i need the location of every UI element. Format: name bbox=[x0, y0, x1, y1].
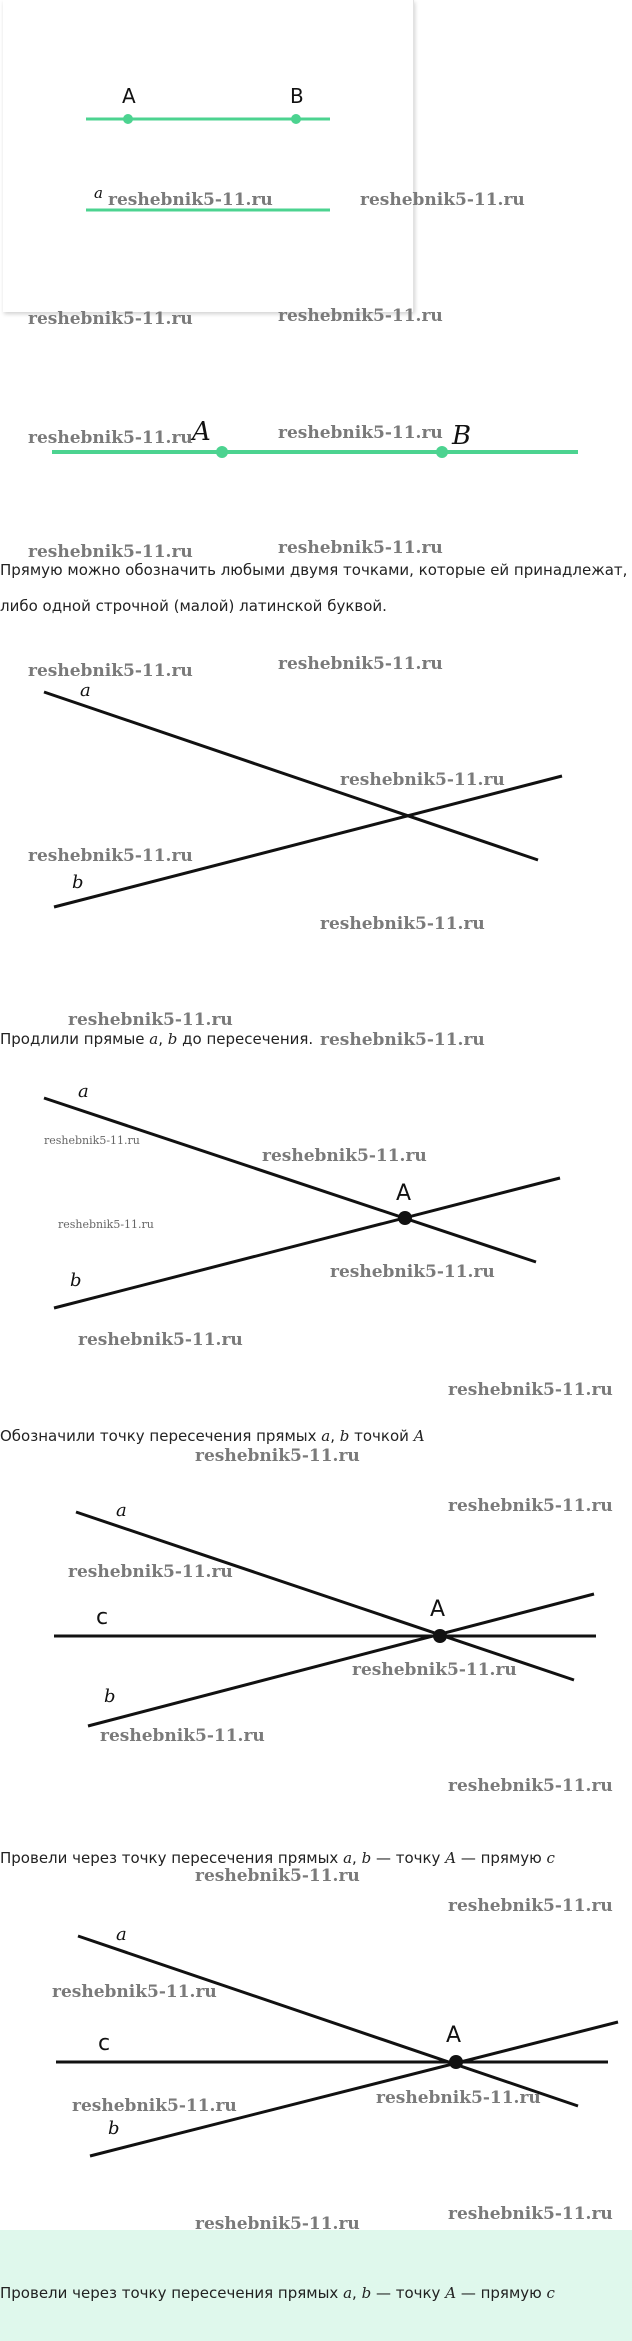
watermark: reshebnik5-11.ru bbox=[195, 2214, 360, 2234]
watermark: reshebnik5-11.ru bbox=[58, 1218, 154, 1231]
watermark: reshebnik5-11.ru bbox=[448, 1896, 613, 1916]
point-a bbox=[398, 1211, 412, 1225]
watermark: reshebnik5-11.ru bbox=[448, 1776, 613, 1796]
label-point-b: B bbox=[452, 421, 472, 451]
paragraph-extended: Продлили прямые a, b до пересечения. bbox=[0, 1030, 314, 1048]
watermark: reshebnik5-11.ru bbox=[448, 2204, 613, 2224]
figure-three-lines-final bbox=[0, 1910, 632, 2170]
watermark: reshebnik5-11.ru bbox=[28, 542, 193, 562]
paragraph-line-c: Провели через точку пересечения прямых a, b — точку A — прямую c bbox=[0, 1849, 555, 1867]
watermark: reshebnik5-11.ru bbox=[44, 1134, 140, 1147]
point-b bbox=[291, 114, 301, 124]
figure-lines-a-b bbox=[0, 660, 632, 920]
label-point-a: A bbox=[446, 2023, 462, 2048]
watermark: reshebnik5-11.ru bbox=[195, 1446, 360, 1466]
label-point-a: A bbox=[396, 1181, 412, 1206]
watermark: reshebnik5-11.ru bbox=[108, 190, 273, 210]
watermark: reshebnik5-11.ru bbox=[100, 1726, 265, 1746]
watermark: reshebnik5-11.ru bbox=[28, 428, 193, 448]
watermark: reshebnik5-11.ru bbox=[278, 306, 443, 326]
watermark: reshebnik5-11.ru bbox=[278, 654, 443, 674]
point-a bbox=[123, 114, 133, 124]
label-point-b: B bbox=[290, 84, 304, 108]
watermark: reshebnik5-11.ru bbox=[278, 538, 443, 558]
line-a bbox=[44, 1098, 536, 1262]
paragraph-labeled: Обозначили точку пересечения прямых a, b точкой A bbox=[0, 1427, 425, 1445]
paragraph-line-c-final: Провели через точку пересечения прямых a, b — точку A — прямую c bbox=[0, 2284, 555, 2302]
watermark: reshebnik5-11.ru bbox=[340, 770, 505, 790]
point-b bbox=[436, 446, 448, 458]
label-line-b: b bbox=[70, 1270, 82, 1291]
figure-segments-ab bbox=[0, 0, 632, 312]
watermark: reshebnik5-11.ru bbox=[330, 1262, 495, 1282]
label-line-a: a bbox=[116, 1924, 127, 1945]
watermark: reshebnik5-11.ru bbox=[28, 661, 193, 681]
line-a bbox=[76, 1512, 574, 1680]
label-line-b: b bbox=[104, 1686, 116, 1707]
watermark: reshebnik5-11.ru bbox=[320, 914, 485, 934]
watermark: reshebnik5-11.ru bbox=[262, 1146, 427, 1166]
watermark: reshebnik5-11.ru bbox=[278, 423, 443, 443]
watermark: reshebnik5-11.ru bbox=[52, 1982, 217, 2002]
watermark: reshebnik5-11.ru bbox=[68, 1010, 233, 1030]
label-line-a: a bbox=[78, 1081, 89, 1102]
watermark: reshebnik5-11.ru bbox=[72, 2096, 237, 2116]
watermark: reshebnik5-11.ru bbox=[320, 1030, 485, 1050]
watermark: reshebnik5-11.ru bbox=[352, 1660, 517, 1680]
watermark: reshebnik5-11.ru bbox=[448, 1496, 613, 1516]
watermark: reshebnik5-11.ru bbox=[448, 1380, 613, 1400]
watermark: reshebnik5-11.ru bbox=[68, 1562, 233, 1582]
label-line-a: a bbox=[80, 680, 91, 701]
label-point-a: A bbox=[122, 84, 136, 108]
point-a bbox=[449, 2055, 463, 2069]
label-line-b: b bbox=[108, 2118, 120, 2139]
paragraph-line: Прямую можно обозначить любыми двумя точками, которые ей принадлежат, bbox=[0, 561, 628, 579]
watermark: reshebnik5-11.ru bbox=[78, 1330, 243, 1350]
watermark: reshebnik5-11.ru bbox=[376, 2088, 541, 2108]
watermark: reshebnik5-11.ru bbox=[360, 190, 525, 210]
label-line-c: c bbox=[98, 2031, 111, 2056]
watermark: reshebnik5-11.ru bbox=[28, 309, 193, 329]
label-line-a: a bbox=[116, 1500, 127, 1521]
label-line-c: c bbox=[96, 1605, 109, 1630]
paragraph-line: либо одной строчной (малой) латинской буквой. bbox=[0, 597, 387, 615]
label-line-b: b bbox=[72, 872, 84, 893]
label-point-a: A bbox=[192, 417, 211, 447]
line-b bbox=[54, 1178, 560, 1308]
figure-three-lines bbox=[0, 1480, 632, 1730]
point-a bbox=[433, 1629, 447, 1643]
label-point-a: A bbox=[430, 1597, 446, 1622]
watermark: reshebnik5-11.ru bbox=[28, 846, 193, 866]
line-a bbox=[78, 1936, 578, 2106]
figure-intersection-a bbox=[0, 1070, 632, 1310]
label-line-a: a bbox=[94, 184, 103, 202]
point-a bbox=[216, 446, 228, 458]
watermark: reshebnik5-11.ru bbox=[195, 1866, 360, 1886]
